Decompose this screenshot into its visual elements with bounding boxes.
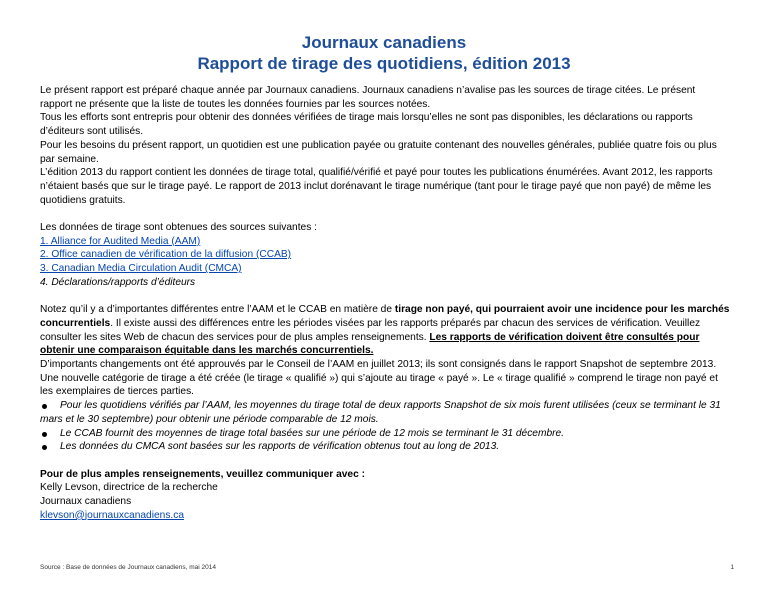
page-number: 1 <box>730 564 734 571</box>
intro-paragraph: L’édition 2013 du rapport contient les données de tirage total, qualifié/vérifié et payé pour toutes les publications énumérées. Avant 2012, les rapports n’étaient basés que sur le tirage payé. Le rapport de 2013 inclut dorénavant le tirage numérique (tant pour le tirage payé que non payé) de même les quotidiens gratuits. <box>40 167 713 206</box>
document-title: Journaux canadiens <box>301 33 467 52</box>
source-link-ccab[interactable]: 2. Office canadien de vérification de la diffusion (CCAB) <box>40 249 292 261</box>
sources-heading: Les données de tirage sont obtenues des sources suivantes : <box>40 222 317 234</box>
intro-paragraph: Pour les besoins du présent rapport, un quotidien est une publication payée ou gratuite contenant des nouvelles générales, publiée quatre fois ou plus par semaine. <box>40 139 717 165</box>
intro-paragraph: Tous les efforts sont entrepris pour obtenir des données vérifiées de tirage mais lorsqu’elles ne sont pas disponibles, les déclarations ou rapports d’éditeurs sont utilisés. <box>40 112 693 138</box>
bullet-icon <box>42 432 47 437</box>
footer-source: Source : Base de données de Journaux canadiens, mai 2014 <box>40 564 216 571</box>
contact-email-link[interactable]: klevson@journauxcanadiens.ca <box>40 509 184 521</box>
contact-organization: Journaux canadiens <box>40 496 132 508</box>
note-paragraph <box>40 303 730 358</box>
note-text: . Il existe aussi des différences entre les périodes visées par les rapports préparés par chacun des services de vérification. Veuillez consulter les sites Web de chacun des services pour de plus amples renseignements. <box>40 317 701 343</box>
contact-name: Kelly Levson, directrice de la recherche <box>40 482 218 494</box>
bullet-icon <box>42 445 47 450</box>
source-link-aam[interactable]: 1. Alliance for Audited Media (AAM) <box>40 235 201 247</box>
list-item: Les données du CMCA sont basées sur les rapports de vérification obtenus tout au long de 2013. <box>40 440 730 454</box>
intro-paragraph: Le présent rapport est préparé chaque année par Journaux canadiens. Journaux canadiens n’avalise pas les sources de tirage citées. Le présent rapport ne présente que la liste de toutes les données fournies par les sources notées. <box>40 85 696 110</box>
changes-paragraph: D’importants changements ont été approuvés par le Conseil de l’AAM en juillet 2013; ils sont consignés dans le rapport Snapshot de septembre 2013. Une nouvelle catégorie de tirage a été créée (le tirage « qualifié ») qui s’ajoute au tirage « payé ». Le « tirage qualifié » comprend le tirage non payé et les exemplaires de tierces parties. <box>40 359 718 398</box>
note-emphasis-text: Les rapports de vérification doivent être consultés pour obtenir une comparaison équitable dans les marchés concurrentiels. <box>40 331 700 357</box>
document-subtitle: Rapport de tirage des quotidiens, édition 2013 <box>197 54 571 73</box>
source-publisher-reports: 4. Déclarations/rapports d’éditeurs <box>40 276 196 288</box>
note-text: Notez qu’il y a d’importantes différentes entre l’AAM et le CCAB en matière de <box>40 304 395 316</box>
contact-heading: Pour de plus amples renseignements, veuillez communiquer avec : <box>40 468 365 480</box>
note-bold-text: tirage non payé, qui pourraient avoir une incidence pour les marchés concurrentiels <box>40 304 730 329</box>
list-item: Pour les quotidiens vérifiés par l’AAM, les moyennes du tirage total de deux rapports Snapshot de six mois furent utilisées (ceux se terminant le 31 mars et le 30 septembre) pour obtenir une période comparable de 12 mois. <box>40 400 721 425</box>
source-link-cmca[interactable]: 3. Canadian Media Circulation Audit (CMCA) <box>40 263 242 275</box>
bullet-icon <box>42 404 47 409</box>
list-item: Le CCAB fournit des moyennes de tirage total basées sur une période de 12 mois se terminant le 31 décembre. <box>40 427 730 441</box>
document-body <box>40 84 730 522</box>
bullet-list <box>40 399 730 454</box>
